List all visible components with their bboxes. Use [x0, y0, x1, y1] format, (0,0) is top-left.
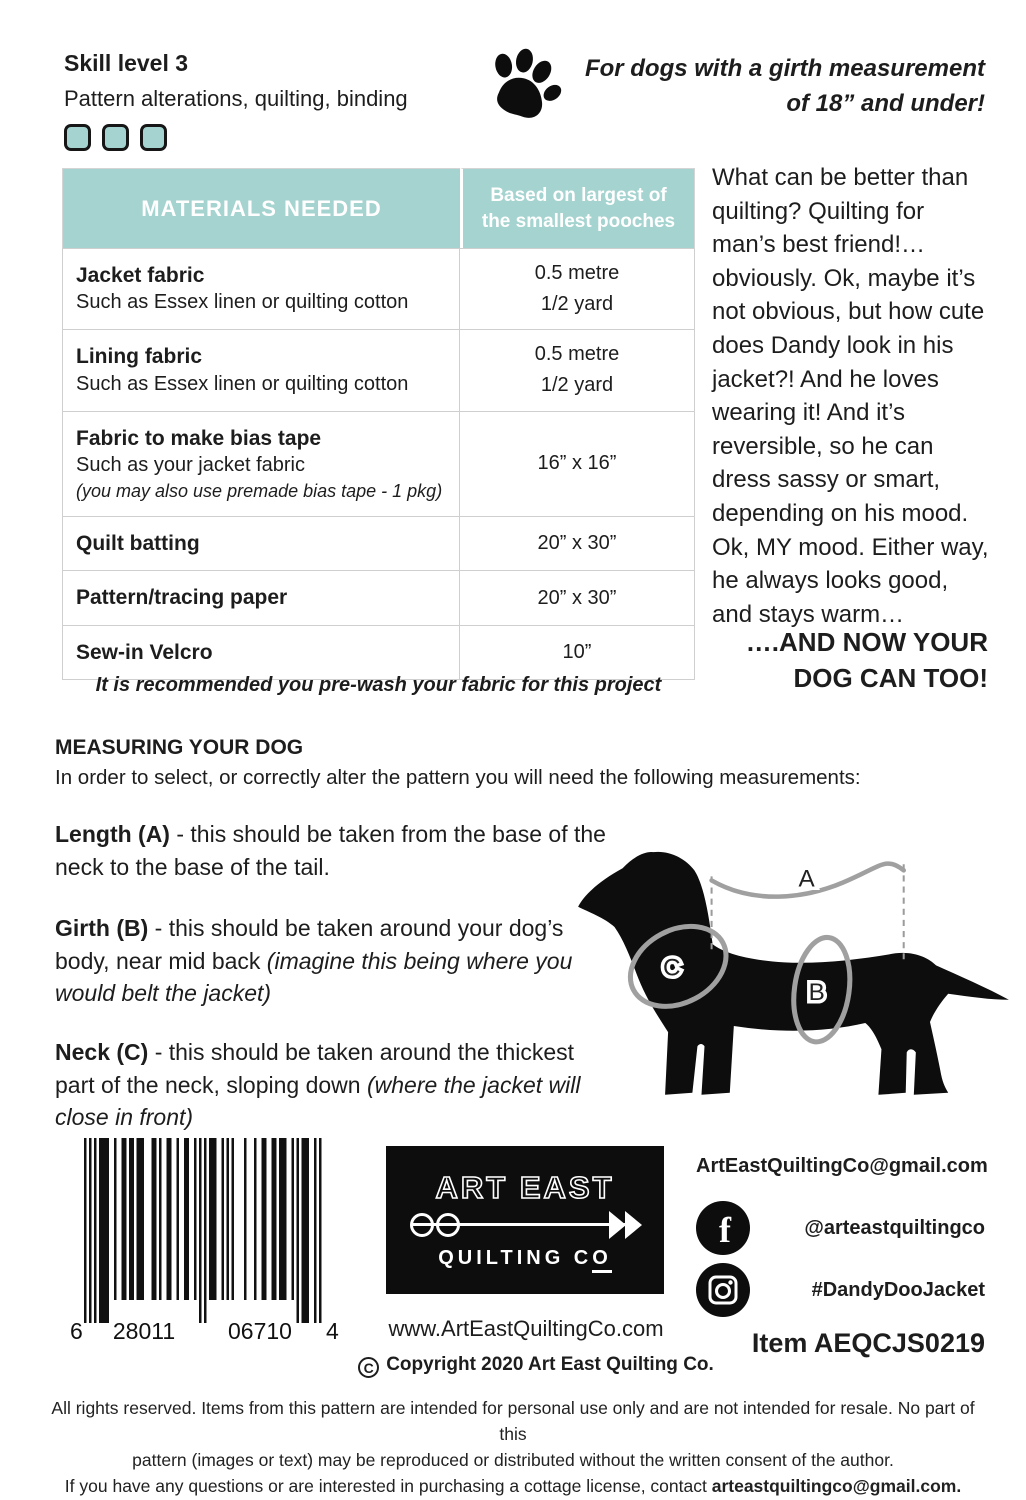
material-name: Fabric to make bias tape	[76, 426, 322, 450]
website-url: www.ArtEastQuiltingCo.com	[388, 1316, 664, 1341]
neck-label: C	[663, 954, 681, 982]
social-row-instagram	[696, 1262, 985, 1318]
legal-text	[38, 1396, 988, 1500]
facebook-icon	[696, 1201, 750, 1255]
table-row	[62, 330, 695, 411]
callout-line2: DOG CAN TOO!	[793, 663, 988, 694]
skill-subtitle: Pattern alterations, quilting, binding	[64, 86, 408, 111]
measurement-text: - this should be taken from the base of the neck to the base of the tail.	[55, 821, 606, 880]
measuring-title: MEASURING YOUR DOG	[55, 736, 304, 759]
material-qty: 16” x 16”	[460, 412, 695, 518]
email-address: ArtEastQuiltingCo@gmail.com	[696, 1154, 988, 1177]
material-qty: 0.5 metre 1/2 yard	[460, 248, 695, 330]
arrowhead-icon	[625, 1211, 642, 1239]
barcode-digit-4: 4	[326, 1318, 339, 1343]
material-name: Lining fabric	[76, 345, 202, 369]
material-name: Sew-in Velcro	[76, 640, 213, 664]
logo-name: ART EAST	[435, 1170, 615, 1205]
skill-square	[64, 124, 91, 151]
measurement-girth	[55, 912, 613, 1010]
copyright-text: Copyright 2020 Art East Quilting Co.	[386, 1354, 714, 1375]
measurement-note: (imagine this being where you would belt the jacket)	[55, 947, 573, 1007]
table-row	[62, 412, 695, 518]
material-name: Quilt batting	[76, 532, 200, 556]
dachshund-silhouette	[578, 852, 1009, 1095]
measurement-text: - this should be taken around your dog’s body, near mid back	[55, 915, 564, 974]
material-detail: Such as Essex linen or quilting cotton	[76, 372, 409, 395]
material-name: Pattern/tracing paper	[76, 586, 288, 610]
skill-level-title: Skill level 3	[64, 50, 189, 76]
girth-note	[555, 52, 985, 122]
logo-underlined-o: O	[592, 1247, 612, 1273]
table-row	[62, 517, 695, 571]
instagram-icon	[696, 1263, 750, 1317]
arrowhead-icon	[609, 1211, 626, 1239]
skill-square	[102, 124, 129, 151]
copyright-symbol: C	[358, 1357, 379, 1378]
material-name: Jacket fabric	[76, 264, 205, 287]
facebook-handle: @arteastquiltingco	[804, 1216, 985, 1239]
logo-subname: QUILTING CO	[438, 1247, 612, 1270]
legal-line3: If you have any questions or are interested in purchasing a cottage license, contact arteastquiltingco@gmail.com.	[64, 1475, 962, 1496]
material-note: (you may also use premade bias tape - 1 pkg)	[76, 480, 443, 501]
logo-arrow-graphic	[408, 1210, 642, 1240]
measurement-note: (where the jacket will close in front)	[55, 1071, 581, 1131]
barcode-digit-2: 28011	[112, 1318, 176, 1343]
measurement-label: Girth (B)	[55, 915, 149, 941]
paw-print-icon	[474, 44, 566, 133]
measurement-length	[55, 818, 613, 883]
table-row	[62, 626, 695, 680]
measurement-label: Length (A)	[55, 821, 170, 847]
legal-line1: All rights reserved. Items from this pattern are intended for personal use only and are not intended for resale. No part of this	[51, 1398, 975, 1444]
length-label: A	[798, 865, 815, 893]
social-row-email	[696, 1138, 988, 1194]
measurement-text: - this should be taken around the thickest part of the neck, sloping down	[55, 1039, 575, 1098]
skill-level-block	[64, 50, 408, 151]
materials-table	[62, 168, 695, 680]
measuring-intro: In order to select, or correctly alter the pattern you will need the following measurements:	[55, 766, 861, 789]
table-row	[62, 571, 695, 625]
measurement-label: Neck (C)	[55, 1039, 149, 1065]
spectacles-circle	[436, 1213, 460, 1237]
spectacles-circle	[410, 1213, 434, 1237]
quantity-header: Based on largest of the smallest pooches	[460, 168, 695, 248]
skill-level-squares	[64, 124, 408, 151]
table-row	[62, 248, 695, 330]
dog-measurement-diagram	[572, 840, 1017, 1118]
barcode-digit-1: 6	[70, 1318, 83, 1343]
callout-line1: ….AND NOW YOUR	[745, 627, 988, 657]
barcode	[70, 1138, 342, 1348]
material-qty: 20” x 30”	[460, 517, 695, 571]
social-row-facebook	[696, 1200, 985, 1256]
material-detail: Such as Essex linen or quilting cotton	[76, 291, 409, 314]
girth-label: B	[808, 978, 825, 1006]
svg-text:f: f	[719, 1210, 731, 1250]
measurement-neck	[55, 1036, 613, 1134]
contact-email: arteastquiltingco@gmail.com.	[711, 1475, 962, 1496]
material-detail: Such as your jacket fabric	[76, 453, 305, 476]
material-qty: 10”	[460, 626, 695, 680]
art-east-logo	[386, 1146, 664, 1294]
intro-paragraph: What can be better than quilting? Quilting for man’s best friend!… obviously. Ok, maybe it’s not obvious, but how cute does Dandy look in his jacket?! And he loves wearing it! And it’s reversible, so he can dress sassy or smart, depending on his mood. Ok, MY mood. Either way, he always looks good, and stays warm…	[712, 164, 989, 628]
material-qty: 20” x 30”	[460, 571, 695, 625]
girth-note-line1: For dogs with a girth measurement	[584, 55, 985, 82]
prewash-footnote: It is recommended you pre-wash your fabric for this project	[95, 674, 662, 696]
item-number: Item AEQCJS0219	[751, 1328, 985, 1358]
legal-line2: pattern (images or text) may be reproduced or distributed without the written consent of the author.	[132, 1449, 894, 1470]
intro-callout	[690, 624, 988, 697]
material-qty: 0.5 metre 1/2 yard	[460, 330, 695, 411]
girth-note-line2: of 18” and under!	[786, 89, 985, 117]
instagram-hashtag: #DandyDooJacket	[811, 1278, 985, 1301]
skill-square	[140, 124, 167, 151]
barcode-digit-3: 06710	[228, 1318, 292, 1343]
materials-header: MATERIALS NEEDED	[62, 168, 460, 248]
